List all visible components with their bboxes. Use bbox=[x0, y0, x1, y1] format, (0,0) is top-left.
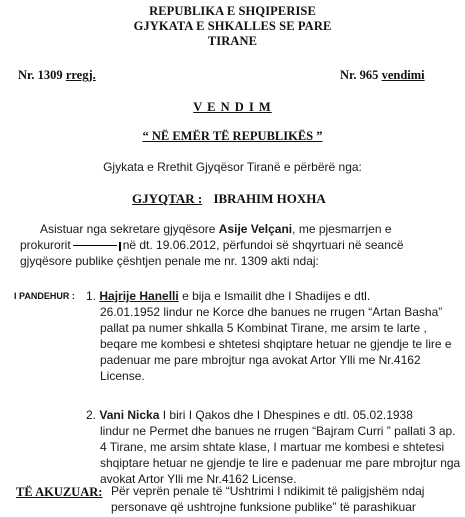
defendant-1-line-1: 1. Hajrije Hanelli e bija e Ismailit dhe I Shadijes e dtl. bbox=[86, 289, 371, 303]
defendant-2-line-4: shqiptare hetuar ne gjendje te lire e padenuar me pare mbrojtur nga bbox=[100, 456, 461, 470]
header-court: GJYKATA E SHKALLES SE PARE bbox=[133, 19, 332, 33]
defendant-2-line-1: 2. Vani Nicka I biri I Qakos dhe I Dhespines e dtl. 05.02.1938 bbox=[86, 408, 413, 422]
cursor-mark bbox=[119, 242, 121, 251]
intro-line-1: Asistuar nga sekretare gjyqësore Asije Velçani, me pjesmarrjen e bbox=[40, 222, 392, 236]
prosecutor-blank bbox=[73, 245, 117, 246]
republic-heading: “ NË EMËR TË REPUBLIKËS ” bbox=[142, 129, 323, 143]
accused-line-2: personave që ushtrojne funksione publike” të parashikuar bbox=[111, 500, 416, 514]
accused-label: TË AKUZUAR: bbox=[16, 485, 103, 499]
defendant-1-line-2: 26.01.1952 lindur ne Korce dhe banues ne rrugen “Artan Basha” bbox=[100, 305, 443, 319]
defendant-2-line-2: lindur ne Permet dhe banues ne rrugen “Bajram Curri ” pallati 3 ap. bbox=[100, 424, 456, 438]
decision-number-word: vendimi bbox=[381, 68, 425, 82]
defendant-2-line-5: avokat Artor Ylli me Nr.4162 License. bbox=[100, 472, 297, 486]
decision-title: V E N D I M bbox=[193, 100, 272, 114]
defendant-1-line-6: License. bbox=[100, 369, 145, 383]
decision-number-value: Nr. 965 bbox=[340, 68, 379, 82]
defendant-1-line-4: beqare me kombesi e shtetesi shqiptare hetuar ne gjendje te lire e bbox=[100, 337, 452, 351]
register-number-word: rregj. bbox=[65, 68, 96, 82]
judge-line bbox=[132, 191, 326, 207]
defendant-1-name: Hajrije Hanelli bbox=[99, 289, 179, 303]
decision-number bbox=[340, 68, 425, 83]
defendant-1-line-3: pallat pa numer shkalla 5 Kombinat Tirane, me arsim te larte , bbox=[100, 321, 427, 335]
judge-label: GJYQTAR : bbox=[132, 191, 203, 206]
defendants-label: I PANDEHUR : bbox=[14, 291, 75, 301]
secretary-name: Asije Velçani bbox=[218, 222, 293, 236]
defendant-1-line-5: padenuar me pare mbrojtur nga avokat Artor Ylli me Nr.4162 bbox=[100, 353, 421, 367]
defendant-2-name: Vani Nicka bbox=[99, 408, 160, 422]
header-republic: REPUBLIKA E SHQIPERISE bbox=[149, 4, 316, 18]
court-composition: Gjykata e Rrethit Gjyqësor Tiranë e përbërë nga: bbox=[103, 160, 362, 174]
register-number-value: Nr. 1309 bbox=[18, 68, 63, 82]
intro-line-2: prokurorit në dt. 19.06.2012, përfundoi së shqyrtuari në seancë bbox=[20, 238, 404, 252]
judge-name: IBRAHIM HOXHA bbox=[213, 191, 326, 206]
defendant-2-line-3: 4 Tirane, me arsim shtate klase, I martuar me kombesi e shtetesi bbox=[100, 440, 445, 454]
register-number bbox=[18, 68, 96, 83]
header-city: TIRANE bbox=[207, 34, 258, 48]
intro-line-3: gjyqësore publike çështjen penale me nr. 1309 akti ndaj: bbox=[20, 254, 319, 268]
accused-line-1: Për veprën penale të “Ushtrimi I ndikimit të paligjshëm ndaj bbox=[111, 484, 425, 498]
